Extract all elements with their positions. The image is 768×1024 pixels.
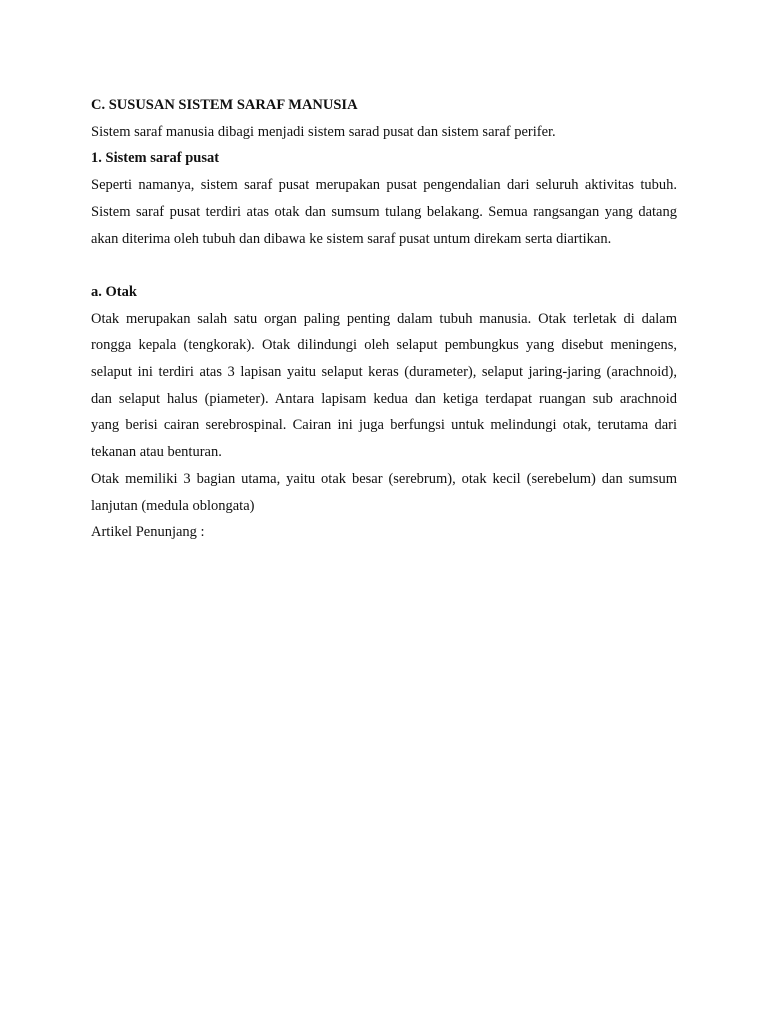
otak-paragraph1-line: Otak merupakan salah satu organ paling penting dalam tubuh manusia. Otak terletak di dalam xyxy=(91,310,677,327)
otak-paragraph1-line: yang berisi cairan serebrospinal. Cairan ini juga berfungsi untuk melindungi otak, terutama dari xyxy=(91,417,677,434)
section1-title: 1. Sistem saraf pusat xyxy=(91,150,220,167)
otak-paragraph1-line: tekanan atau benturan. xyxy=(91,444,222,461)
document-page xyxy=(91,92,677,546)
otak-paragraph2-line: Otak memiliki 3 bagian utama, yaitu otak besar (serebrum), otak kecil (serebelum) dan sumsum xyxy=(91,470,677,487)
otak-paragraph1-line: rongga kepala (tengkorak). Otak dilindungi oleh selaput pembungkus yang disebut meningens, xyxy=(91,337,677,354)
section1-line: Sistem saraf pusat terdiri atas otak dan sumsum tulang belakang. Semua rangsangan yang datang xyxy=(91,203,677,220)
section1-line: Seperti namanya, sistem saraf pusat merupakan pusat pengendalian dari seluruh aktivitas tubuh. xyxy=(91,177,677,194)
related-articles-label: Artikel Penunjang : xyxy=(91,524,205,541)
intro-text: Sistem saraf manusia dibagi menjadi sistem sarad pusat dan sistem saraf perifer. xyxy=(91,123,556,140)
otak-paragraph1-line: dan selaput halus (piameter). Antara lapisam kedua dan ketiga terdapat ruangan sub arachnoid xyxy=(91,390,677,407)
otak-paragraph2-line: lanjutan (medula oblongata) xyxy=(91,497,255,514)
subsection-a-title: a. Otak xyxy=(91,283,137,300)
blank-line xyxy=(91,252,677,279)
section-heading: C. SUSUSAN SISTEM SARAF MANUSIA xyxy=(91,97,358,113)
otak-paragraph1-line: selaput ini terdiri atas 3 lapisan yaitu selaput keras (durameter), selaput jaring-jaring (arachnoid), xyxy=(91,364,677,381)
section1-line: akan diterima oleh tubuh dan dibawa ke sistem saraf pusat untum direkam serta diartikan. xyxy=(91,230,612,247)
